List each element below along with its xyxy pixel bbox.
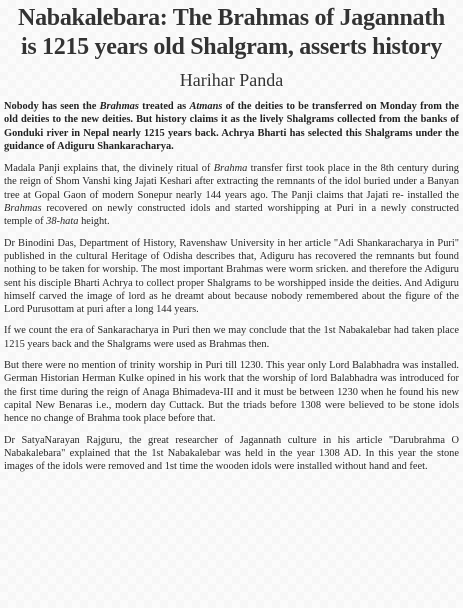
title-line-1: Nabakalebara: The Brahmas of Jagannath <box>18 5 445 31</box>
article-title <box>4 4 459 62</box>
lead-text-1: Nobody has seen the <box>4 101 100 112</box>
p1-text-1: Madala Panji explains that, the divinely ritual of <box>4 163 214 175</box>
lead-paragraph <box>4 100 459 153</box>
paragraph-rajguru: Dr SatyaNarayan Rajguru, the great researcher of Jagannath culture in his article "Darubrahma O Nabakalebara" explained that the 1st Nabakalebar was held in the year 1308 AD. In this year the stone images of the idols were removed and 1st time the wooden idols were installed without hand and feet. <box>4 434 459 473</box>
paragraph-trinity-worship: But there were no mention of trinity worship in Puri till 1230. This year only Lord Balabhadra was installed. German Historian Herman Kulke opined in his work that the worship of lord Balabhadra was introduced for the first time during the reign of Anaga Bhimadeva-III and it must be between 1230 when he found his new capital New Benaras i.e., modern day Cuttack. But the triads before 1308 were believed to be stone idols hence no change of Brahma took place before that. <box>4 360 459 425</box>
paragraph-binodini-das: Dr Binodini Das, Department of History, Ravenshaw University in her article "Adi Shankaracharya in Puri" published in the cultural Heritage of Odisha describes that, Adiguru has recovered the remnants but found nothing to be taken for worship. The most important Brahmas were worm sricken. and therefore the Adiguru sent his disciple Bharti Achrya to collect proper Shalgrams to be worshipped inside the deities. And Adiguru himself carved the image of lord as he dreamt about because nobody remembered about the figure of the Lord Purusottam at puri after a long 144 years. <box>4 237 459 316</box>
p1-italic-2: Brahmas <box>4 203 42 215</box>
p1-text-4: height. <box>78 216 110 228</box>
lead-text-3: of the deities to be transferred on Monday from the old deities to the new deities. But history claims it as the lively Shalgrams collected from the banks of Gonduki river in Nepal nearly 1215 years back. Achrya Bharti has selected this Shalgrams under the guidance of Adiguru Shankaracharya. <box>4 101 459 152</box>
author-byline: Harihar Panda <box>179 70 284 90</box>
title-line-2: is 1215 years old Shalgram, asserts history <box>20 34 443 60</box>
lead-italic-1: Brahmas <box>99 101 139 112</box>
p1-italic-1: Brahma <box>213 163 248 175</box>
lead-text-2: treated as <box>138 101 190 112</box>
paragraph-madala-panji <box>4 162 459 228</box>
lead-italic-2: Atmans <box>189 101 223 112</box>
paragraph-sankaracharya-era: If we count the era of Sankaracharya in Puri then we may conclude that the 1st Nabakalebar had taken place 1215 years back and the Shalgrams were used as Brahmas then. <box>4 325 459 350</box>
p1-text-3: recovered on newly constructed idols and started worshipping at Puri in a newly constructed temple of <box>4 203 459 228</box>
p1-italic-3: 38-hata <box>46 216 79 228</box>
p1-text-2: transfer first took place in the 8th century during the reign of Shom Vanshi king Jajati Keshari after extracting the remnants of the idol buried under a Banyan tree at Gopal Gaon of modern Sonepur nearly 144 years ago. The Panji claims that Jajati re- installed the <box>4 163 460 201</box>
